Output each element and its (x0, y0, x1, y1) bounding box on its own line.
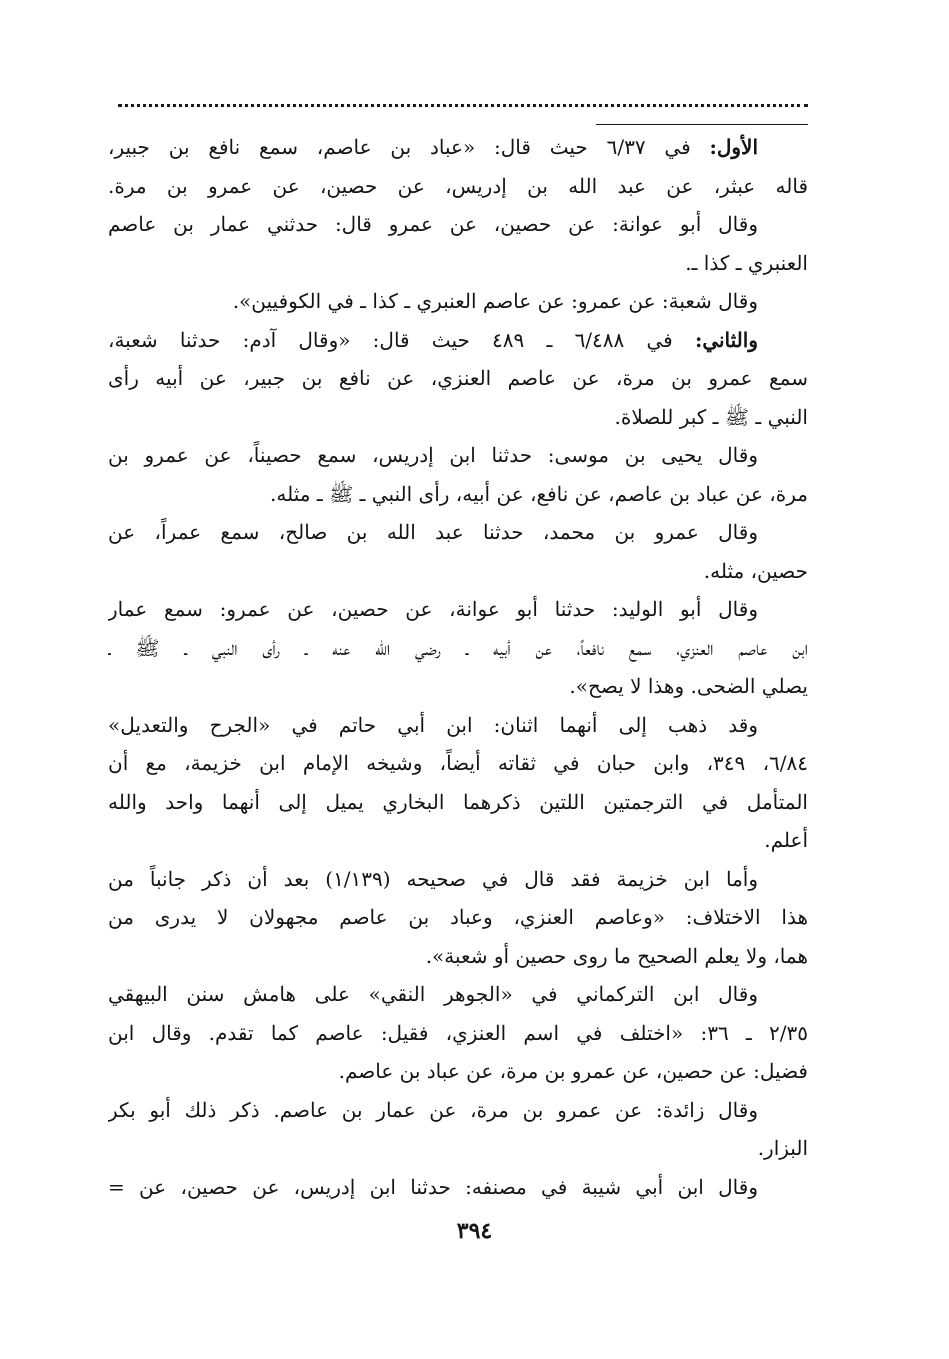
top-dotted-rule (118, 104, 808, 114)
footnote-separator-rule (596, 124, 808, 125)
text-line: وقال أبو عوانة: عن حصين، عن عمرو قال: حدثني عمار بن عاصم (108, 212, 758, 236)
text-line: يصلي الضحى. وهذا لا يصح». (569, 674, 808, 698)
section-lead-first: الأول: (709, 135, 759, 159)
page-number: ٣٩٤ (456, 1218, 493, 1244)
text-line: المتأمل في الترجمتين اللتين ذكرهما البخاري يميل إلى أنهما واحد والله (108, 789, 808, 814)
text-line: حصين، مثله. (703, 558, 808, 583)
text-line: هما، ولا يعلم الصحيح ما روى حصين أو شعبة». (425, 943, 808, 968)
text-line: ٢/٣٥ ـ ٣٦: «اختلف في اسم العنزي، فقيل: عاصم كما تقدم. وقال ابن (108, 1020, 808, 1045)
text-line: وقد ذهب إلى أنهما اثنان: ابن أبي حاتم في «الجرح والتعديل» (108, 712, 758, 737)
text-line: وقال عمرو بن محمد، حدثنا عبد الله بن صالح، سمع عمراً، عن (108, 520, 758, 544)
text-line: أعلم. (764, 828, 808, 852)
section-lead-second: والثاني: (694, 327, 758, 352)
text-line: قاله عبثر، عن عبد الله بن إدريس، عن حصين، عن عمرو بن مرة. (108, 173, 808, 198)
text-line: النبي ـ ﷺ ـ كبر للصلاة. (614, 404, 808, 429)
text-line: وقال ابن التركماني في «الجوهر النقي» على هامش سنن البيهقي (108, 982, 758, 1006)
text-line: الأول: في ٦/٣٧ حيث قال: «عباد بن عاصم، سمع نافع بن جبير، (108, 135, 759, 159)
text-line: وقال يحيى بن موسى: حدثنا ابن إدريس، سمع حصيناً، عن عمرو بن (108, 443, 758, 467)
text-line: وأما ابن خزيمة فقد قال في صحيحه (١/١٣٩) بعد أن ذكر جانباً من (108, 866, 758, 891)
text-line: سمع عمرو بن مرة، عن عاصم العنزي، عن نافع بن جبير، عن أبيه رأى (108, 366, 808, 390)
text-line: وقال شعبة: عن عمرو: عن عاصم العنبري ـ كذا ـ في الكوفيين». (232, 289, 758, 313)
text-line: البزار. (757, 1136, 808, 1160)
text-line: وقال زائدة: عن عمرو بن مرة، عن عمار بن عاصم. ذكر ذلك أبو بكر (108, 1097, 758, 1122)
text-line: وقال ابن أبي شيبة في مصنفه: حدثنا ابن إدريس، عن حصين، عن = (108, 1174, 758, 1199)
text-line: العنبري ـ كذا ـ. (685, 250, 808, 275)
text-line: مرة، عن عباد بن عاصم، عن نافع، عن أبيه، رأى النبي ـ ﷺ ـ مثله. (270, 481, 808, 506)
text-line: هذا الاختلاف: «وعاصم العنزي، وعباد بن عاصم مجهولان لا يدرى من (108, 905, 808, 929)
text-line: والثاني: في ٦/٤٨٨ ـ ٤٨٩ حيث قال: «وقال آدم: حدثنا شعبة، (108, 327, 758, 352)
text-line: ابن عاصم العنزي، سمع نافعاً، عن أبيه ـ رضي الله عنه ـ رأى النبي ـ ﷺ ـ (108, 635, 808, 660)
text-line: ٦/٨٤، ٣٤٩، وابن حبان في ثقاته أيضاً، وشيخه الإمام ابن خزيمة، مع أن (108, 751, 808, 775)
text-line: فضيل: عن حصين، عن عمرو بن مرة، عن عباد بن عاصم. (338, 1059, 808, 1083)
text-line: وقال أبو الوليد: حدثنا أبو عوانة، عن حصين، عن عمرو: سمع عمار (108, 597, 758, 621)
footnote-text (108, 128, 808, 1206)
